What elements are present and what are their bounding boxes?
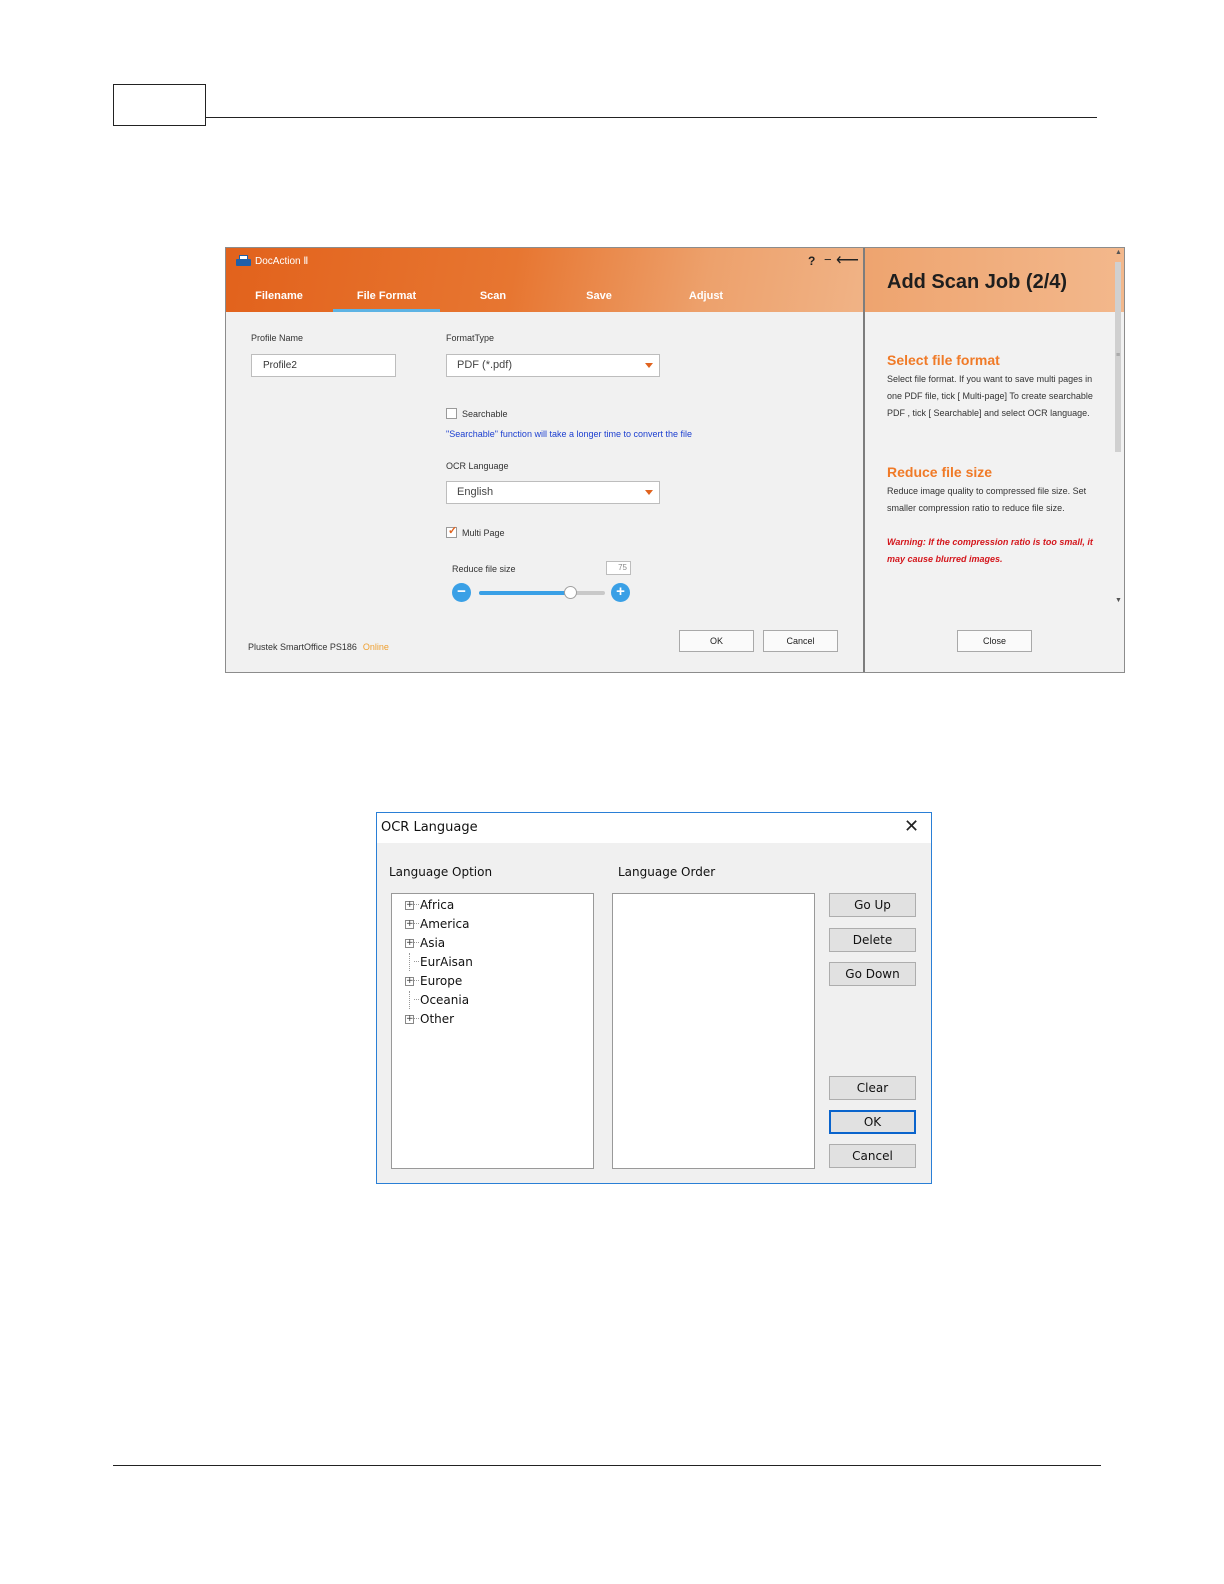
format-type-select[interactable] [446,354,660,377]
page-number-box [113,84,206,126]
tree-item-asia[interactable] [405,934,445,952]
dialog-ok-button[interactable]: OK [829,1110,916,1134]
footer-rule [113,1465,1101,1466]
scroll-up-icon[interactable]: ▲ [1115,249,1122,256]
reduce-size-label: Reduce file size [452,564,516,574]
ocr-language-dialog [376,812,932,1184]
header-rule [206,117,1097,118]
tree-item-label: Europe [420,974,463,988]
multi-page-label: Multi Page [462,528,505,538]
tree-item-america[interactable] [405,915,470,933]
dialog-titlebar [377,813,931,843]
grip-icon: ≡ [1116,352,1121,359]
device-info [248,642,389,652]
ok-button[interactable]: OK [679,630,754,652]
app-title: DocAction Ⅱ [255,255,309,267]
device-name: Plustek SmartOffice PS186 [248,642,357,652]
file-format-pane [226,248,864,672]
multi-page-checkbox[interactable] [446,527,457,538]
help-panel-title: Add Scan Job (2/4) [887,271,1068,293]
chevron-down-icon [645,363,653,368]
format-type-label: FormatType [446,333,495,343]
app-title-bar [236,255,308,267]
help-panel-header [865,248,1124,312]
profile-name-input[interactable]: Profile2 [251,354,396,377]
ocr-language-select[interactable] [446,481,660,504]
tab-scan[interactable]: Scan [479,290,507,302]
tree-item-label: Oceania [420,993,470,1007]
searchable-label: Searchable [462,409,508,419]
tree-item-label: America [420,917,470,931]
clear-button[interactable]: Clear [829,1076,916,1100]
format-type-value: PDF (*.pdf) [457,359,513,371]
decrease-button[interactable]: − [452,583,471,602]
tree-item-other[interactable] [405,1010,454,1028]
ocr-language-value: English [457,486,494,498]
tree-item-africa[interactable] [405,896,454,914]
increase-button[interactable]: + [611,583,630,602]
cancel-button[interactable]: Cancel [763,630,838,652]
tab-filename[interactable]: Filename [255,290,303,302]
reduce-size-text: Reduce image quality to compressed file size. Set smaller compression ratio to reduce file size. [887,486,1087,513]
tree-item-euraisan[interactable] [405,953,473,971]
dialog-cancel-button[interactable]: Cancel [829,1144,916,1168]
expand-icon[interactable]: + [406,1013,414,1024]
go-down-button[interactable]: Go Down [829,962,916,986]
delete-button[interactable]: Delete [829,928,916,952]
tree-item-label: Asia [420,936,446,950]
check-icon: ✓ [448,525,458,537]
close-icon[interactable]: ✕ [904,816,920,837]
tab-adjust[interactable]: Adjust [688,290,724,302]
help-scrollbar[interactable] [1112,248,1124,612]
tree-item-oceania[interactable] [405,991,469,1009]
reduce-size-value[interactable]: 75 [606,561,631,575]
help-panel [865,248,1124,672]
expand-icon[interactable]: + [406,918,414,929]
docaction-window [225,247,1125,673]
close-button[interactable]: Close [957,630,1032,652]
slider-thumb[interactable] [564,586,577,599]
slider-fill [479,591,570,595]
language-option-label: Language Option [389,865,493,879]
window-header [226,248,864,312]
expand-icon[interactable]: + [406,975,414,986]
help-icon[interactable]: ? [808,254,816,268]
expand-icon[interactable]: + [406,899,414,910]
language-order-label: Language Order [618,865,716,879]
ocr-language-label: OCR Language [446,461,509,471]
scroll-down-icon[interactable]: ▼ [1115,597,1122,604]
printer-icon [236,255,251,267]
tab-save[interactable]: Save [586,290,612,302]
searchable-checkbox[interactable] [446,408,457,419]
active-tab-indicator [333,309,440,312]
minimize-icon[interactable]: − [824,252,832,267]
searchable-note: "Searchable" function will take a longer time to convert the file [446,429,693,439]
select-format-text: Select file format. If you want to save multi pages in one PDF file, tick [ Multi-page] To create searchable PDF , tick [ Searchable] and select OCR language. [887,374,1093,418]
tree-item-label: Africa [420,898,455,912]
expand-icon[interactable]: + [406,937,414,948]
language-option-tree[interactable] [391,893,594,1169]
dialog-title: OCR Language [381,820,478,835]
reduce-size-heading: Reduce file size [887,464,993,480]
tab-file-format[interactable]: File Format [356,290,417,302]
back-arrow-icon[interactable]: ⟵ [836,252,859,269]
warning-text: Warning: If the compression ratio is too small, it may cause blurred images. [887,537,1093,564]
reduce-size-slider[interactable] [479,591,605,595]
language-order-list[interactable] [612,893,815,1169]
tree-item-label: Other [420,1012,455,1026]
profile-name-label: Profile Name [251,333,304,343]
tree-item-label: EurAisan [420,955,473,969]
tree-item-europe[interactable] [405,972,462,990]
chevron-down-icon [645,490,653,495]
go-up-button[interactable]: Go Up [829,893,916,917]
device-status: Online [362,642,389,652]
select-format-heading: Select file format [887,352,1000,368]
